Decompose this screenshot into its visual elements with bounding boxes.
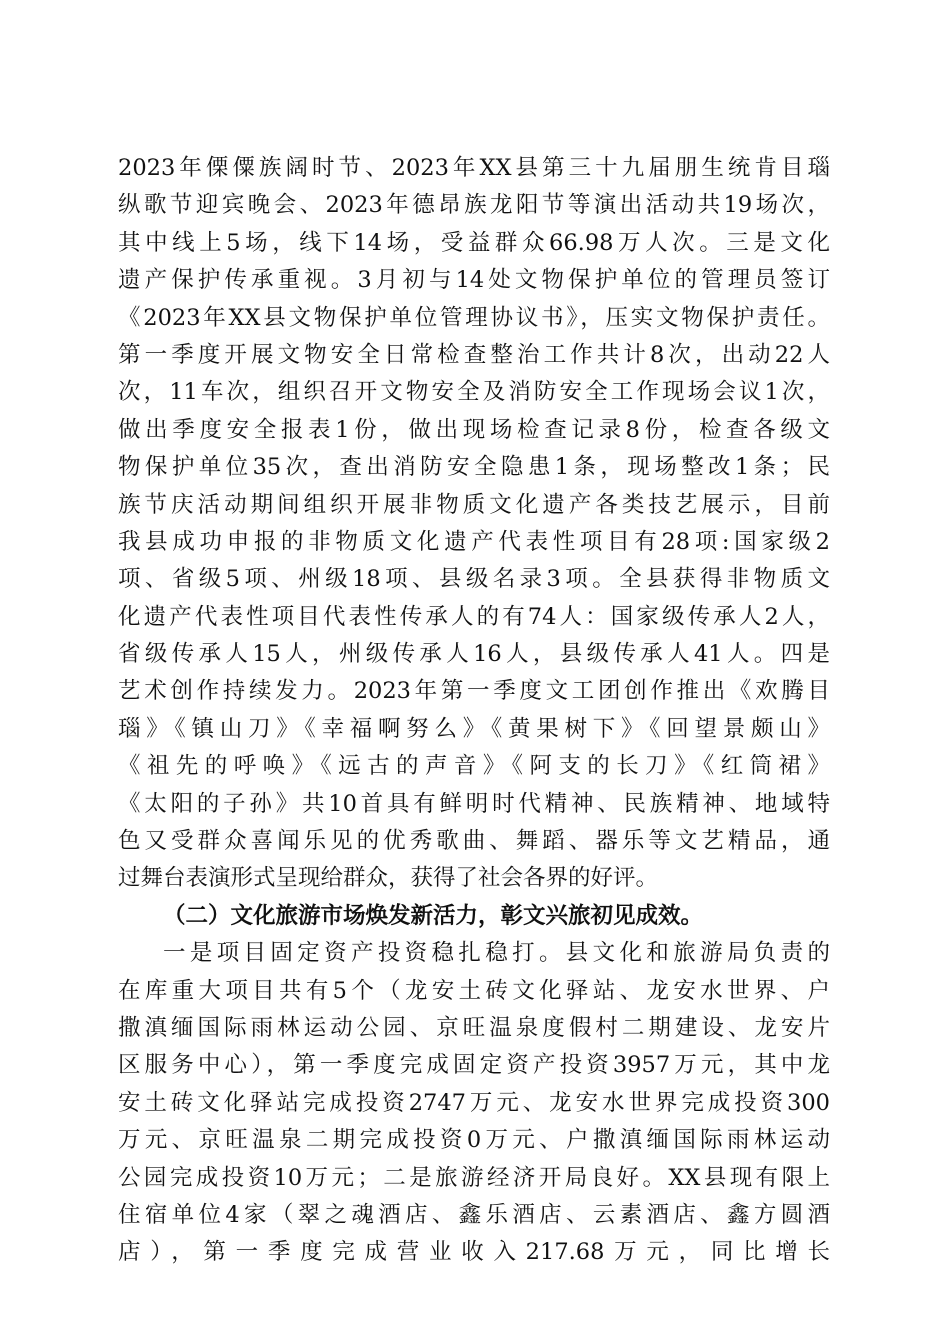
text-line: 店），第一季度完成营业收入217.68万元，同比增长: [118, 1239, 830, 1266]
text-line: 其中线上5场，线下14场，受益群众66.98万人次。三是文化: [118, 229, 830, 256]
text-line: 做出季度安全报表1份，做出现场检查记录8份，检查各级文: [118, 416, 830, 443]
text-line: 住宿单位4家（翠之魂酒店、鑫乐酒店、云素酒店、鑫方圆酒: [118, 1201, 830, 1228]
text-line: 艺术创作持续发力。2023年第一季度文工团创作推出《欢腾目: [118, 678, 830, 705]
text-line: 我县成功申报的非物质文化遗产代表性项目有28项:国家级2: [118, 528, 830, 555]
text-line: 《太阳的子孙》共10首具有鲜明时代精神、民族精神、地域特: [118, 790, 830, 817]
text-line: 省级传承人15人，州级传承人16人，县级传承人41人。四是: [118, 641, 830, 668]
text-line: 遗产保护传承重视。3月初与14处文物保护单位的管理员签订: [118, 267, 830, 294]
text-line: 第一季度开展文物安全日常检查整治工作共计8次，出动22人: [118, 341, 830, 368]
text-line: 《2023年XX县文物保护单位管理协议书》，压实文物保护责任。: [118, 304, 830, 331]
text-line: 安土砖文化驿站完成投资2747万元、龙安水世界完成投资300: [118, 1089, 830, 1116]
body-text: [118, 150, 830, 1272]
text-line: 万元、京旺温泉二期完成投资0万元、户撒滇缅国际雨林运动: [118, 1127, 830, 1154]
text-line: 次，11车次，组织召开文物安全及消防安全工作现场会议1次，: [118, 379, 830, 406]
text-line: 化遗产代表性项目代表性传承人的有74人：国家级传承人2人，: [118, 603, 830, 630]
text-line: 物保护单位35次，查出消防安全隐患1条，现场整改1条；民: [118, 454, 830, 481]
text-line: 区服务中心），第一季度完成固定资产投资3957万元，其中龙: [118, 1052, 830, 1079]
text-line: 过舞台表演形式呈现给群众，获得了社会各界的好评。: [118, 865, 659, 892]
text-line: 2023年傈僳族阔时节、2023年XX县第三十九届朋生统肯目瑙: [118, 155, 830, 181]
text-line: 《祖先的呼唤》《远古的声音》《阿支的长刀》《红筒裙》: [118, 753, 830, 780]
text-line: 项、省级5项、州级18项、县级名录3项。全县获得非物质文: [118, 566, 830, 593]
text-line: 瑙》《镇山刀》《幸福啊努么》《黄果树下》《回望景颇山》: [118, 715, 830, 742]
text-line: 纵歌节迎宾晚会、2023年德昂族龙阳节等演出活动共19场次，: [118, 192, 830, 219]
text-line: 一是项目固定资产投资稳扎稳打。县文化和旅游局负责的: [163, 940, 830, 967]
text-line: 在库重大项目共有5个（龙安土砖文化驿站、龙安水世界、户: [118, 977, 830, 1004]
text-line: 色又受群众喜闻乐见的优秀歌曲、舞蹈、器乐等文艺精品，通: [118, 828, 830, 855]
text-line: 族节庆活动期间组织开展非物质文化遗产各类技艺展示，目前: [118, 491, 830, 518]
text-line: 撒滇缅国际雨林运动公园、京旺温泉度假村二期建设、龙安片: [118, 1014, 830, 1041]
section-heading: （二）文化旅游市场焕发新活力，彰文兴旅初见成效。: [163, 902, 704, 929]
text-line: 公园完成投资10万元；二是旅游经济开局良好。XX县现有限上: [118, 1164, 830, 1191]
